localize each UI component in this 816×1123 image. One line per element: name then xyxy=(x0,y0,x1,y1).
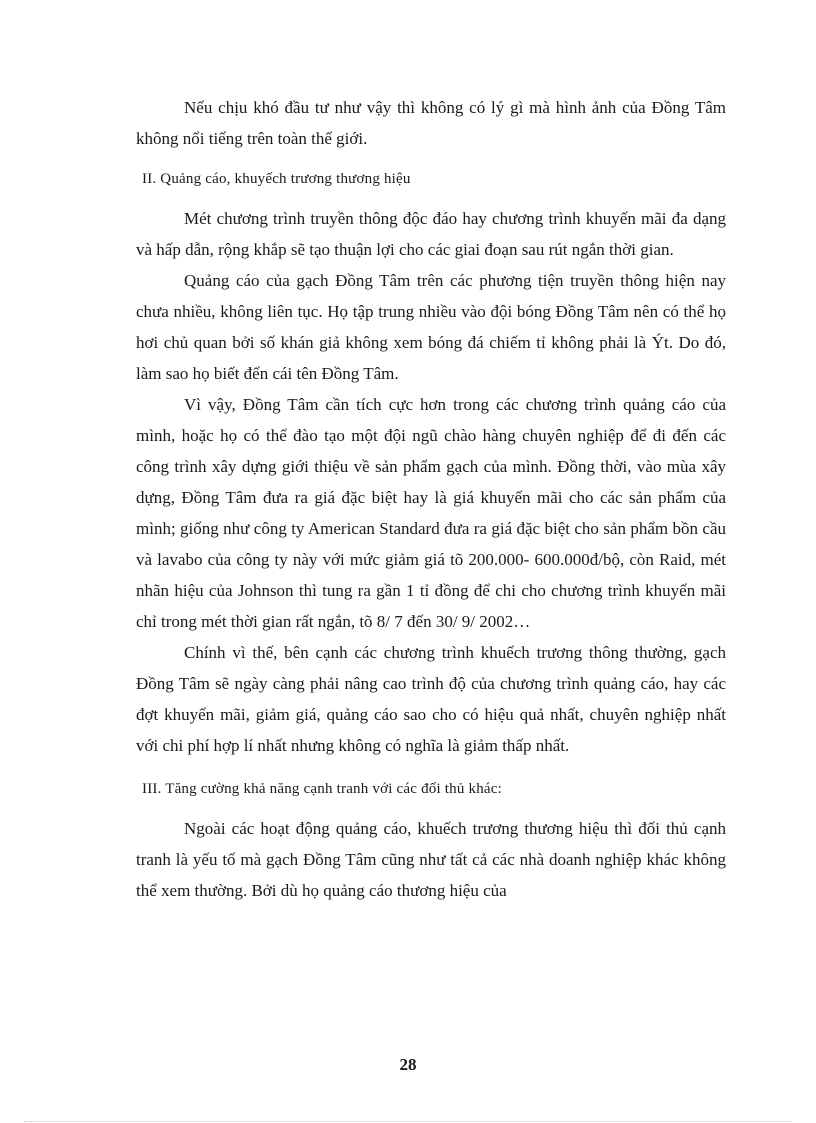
paragraph: Vì vậy, Đồng Tâm cần tích cực hơn trong các chương trình quảng cáo của mình, hoặc họ có thể đào tạo một đội ngũ chào hàng chuyên nghiệp để đi đến các công trình xây dựng giới thiệu về sản phẩm gạch của mình. Đồng thời, vào mùa xây dựng, Đồng Tâm đưa ra giá đặc biệt hay là giá khuyến mãi cho các sản phẩm của mình; giống như công ty American Standard đưa ra giá đặc biệt cho sản phẩm bồn cầu và lavabo của công ty này với mức giảm giá tõ 200.000- 600.000đ/bộ, còn Raid, mét nhãn hiệu của Johnson thì tung ra gần 1 tỉ đồng để chi cho chương trình khuyến mãi chỉ trong mét thời gian rất ngắn, tõ 8/ 7 đến 30/ 9/ 2002… xyxy=(136,395,726,631)
page-number: 28 xyxy=(399,1055,417,1074)
section-heading: III. Tăng cường khả năng cạnh tranh với các đối thủ khác: xyxy=(142,781,502,797)
paragraph: Chính vì thế, bên cạnh các chương trình khuếch trương thông thường, gạch Đồng Tâm sẽ ngày càng phải nâng cao trình độ của chương trình quảng cáo, hay các đợt khuyến mãi, giảm giá, quảng cáo sao cho có hiệu quả nhất, chuyên nghiệp nhất với chi phí hợp lí nhất nhưng không có nghĩa là giảm thấp nhất. xyxy=(136,643,726,755)
paragraph: Mét chương trình truyền thông độc đáo hay chương trình khuyến mãi đa dạng và hấp dẫn, rộng khắp sẽ tạo thuận lợi cho các giai đoạn sau rút ngắn thời gian. xyxy=(136,209,726,259)
paragraph: Ngoài các hoạt động quảng cáo, khuếch trương thương hiệu thì đối thủ cạnh tranh là yếu tố mà gạch Đồng Tâm cũng như tất cả các nhà doanh nghiệp khác không thể xem thường. Bởi dù họ quảng cáo thương hiệu của xyxy=(136,819,726,900)
paragraph: Nếu chịu khó đầu tư như vậy thì không có lý gì mà hình ảnh của Đồng Tâm không nổi tiếng trên toàn thế giới. xyxy=(136,98,726,148)
paragraph: Quảng cáo của gạch Đồng Tâm trên các phương tiện truyền thông hiện nay chưa nhiều, không liên tục. Họ tập trung nhiều vào đội bóng Đồng Tâm nên có thể họ hơi chủ quan bởi số khán giả không xem bóng đá chiếm tỉ không phải là Ýt. Do đó, làm sao họ biết đến cái tên Đồng Tâm. xyxy=(136,271,726,383)
section-heading: II. Quảng cáo, khuyếch trương thương hiệu xyxy=(142,171,411,187)
page-bottom-divider xyxy=(24,1121,792,1122)
page-content xyxy=(136,92,726,906)
